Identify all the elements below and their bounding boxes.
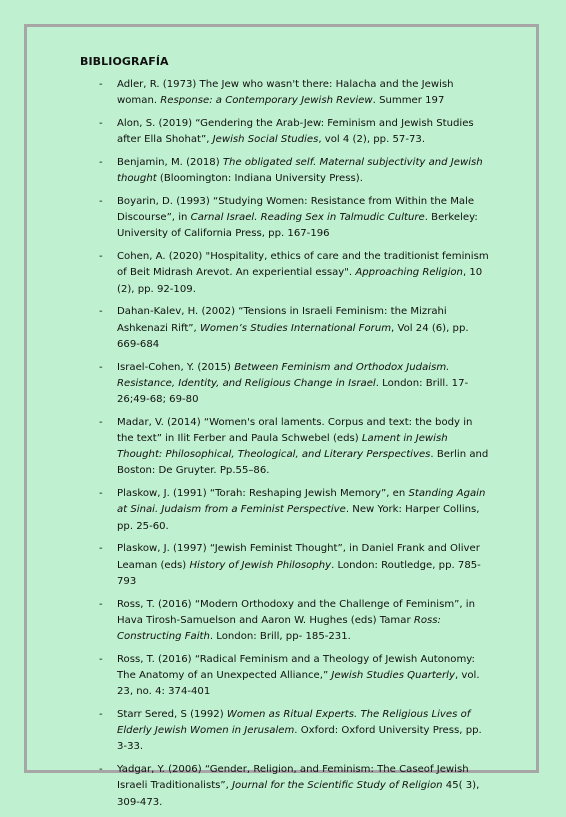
entry-title-italic: Carnal Israel. Reading Sex in Talmudic Culture — [190, 212, 425, 224]
entry-bullet: - — [99, 79, 103, 90]
entry-text: Benjamin, M. (2018) — [117, 157, 223, 168]
entry-text: Plaskow, J. (1991) “Torah: Reshaping Jewish Memory”, en — [117, 488, 409, 500]
entry-bullet: - — [99, 118, 103, 129]
entry-title-italic: Between Feminism and Orthodox Judaism. Resistance, Identity, and Religious Change in Israel — [117, 361, 450, 389]
bibliography-entry — [99, 652, 489, 701]
entry-text: Adler, R. (1973) The Jew who wasn't there: Halacha and the Jewish woman. — [117, 79, 454, 107]
entry-text: . Summer 197 — [372, 95, 445, 107]
entry-text: Yadgar, Y. (2006) “Gender, Religion, and Feminism: The Caseof Jewish Israeli Traditionalists”, — [117, 764, 469, 792]
bibliography-list — [99, 77, 489, 817]
entry-title-italic: Women as Ritual Experts. The Religious Lives of Elderly Jewish Women in Jerusalem — [117, 709, 471, 737]
entry-text: (Bloomington: Indiana University Press). — [156, 173, 363, 185]
entry-text: . New York: Harper Collins, pp. 25-60. — [117, 504, 480, 532]
bibliography-entry — [99, 304, 489, 353]
entry-text: Boyarin, D. (1993) “Studying Women: Resistance from Within the Male Discourse”, in — [117, 196, 475, 224]
entry-title-italic: Lament in Jewish Thought: Philosophical, Theological, and Literary Perspectives — [117, 433, 448, 461]
entry-bullet: - — [99, 653, 103, 665]
entry-title-italic: Jewish Social Studies — [212, 134, 319, 146]
entry-text: . Oxford: Oxford University Press, pp. 3-33. — [117, 725, 482, 753]
entry-text: Ross, T. (2016) “Radical Feminism and a Theology of Jewish Autonomy: The Anatomy of an Unexpected Alliance,” — [117, 653, 475, 682]
entry-title-italic: Response: a Contemporary Jewish Review — [160, 95, 373, 107]
entry-text: Dahan-Kalev, H. (2002) “Tensions in Israeli Feminism: the Mizrahi Ashkenazi Rift”, — [117, 306, 447, 334]
entry-bullet: - — [99, 361, 103, 373]
bibliography-entry — [99, 486, 489, 535]
entry-bullet: - — [99, 598, 103, 610]
entry-text: Israel-Cohen, Y. (2015) — [117, 361, 235, 373]
entry-text: Starr Sered, S (1992) — [117, 709, 227, 721]
entry-text: Plaskow, J. (1997) “Jewish Feminist Thought”, in Daniel Frank and Oliver Leaman (eds) — [117, 543, 480, 571]
bibliography-entry — [99, 155, 489, 187]
entry-title-italic: The obligated self. Maternal subjectivity and Jewish thought — [117, 157, 483, 185]
entry-text: . London: Brill, pp- 185-231. — [209, 631, 351, 643]
bibliography-entry — [99, 415, 489, 480]
bibliography-entry — [99, 77, 489, 109]
bibliography-entry — [99, 762, 489, 811]
entry-title-italic: Approaching Religion — [355, 267, 463, 279]
entry-title-italic: Ross: Constructing Faith — [117, 614, 441, 643]
entry-text: Madar, V. (2014) “Women's oral laments. Corpus and text: the body in the text” in Ilit Ferber and Paula Schwebel (eds) — [117, 416, 473, 445]
entry-bullet: - — [99, 764, 103, 776]
entry-bullet: - — [99, 196, 103, 207]
entry-text: . Berlin and Boston: De Gruyter. Pp.55–86. — [117, 449, 489, 477]
bibliography-entry — [99, 541, 489, 590]
bibliography-entry — [99, 249, 489, 298]
entry-text: , Vol 24 (6), pp. 669-684 — [117, 322, 469, 350]
entry-bullet: - — [99, 416, 103, 428]
entry-text: 45( 3), 309-473. — [117, 780, 480, 808]
entry-bullet: - — [99, 543, 103, 555]
entry-title-italic: Jewish Studies Quarterly — [331, 670, 455, 682]
entry-title-italic: History of Jewish Philosophy — [189, 559, 332, 571]
entry-text: , 10 (2), pp. 92-109. — [117, 267, 483, 295]
entry-text: Cohen, A. (2020) "Hospitality, ethics of care and the traditionist feminism of Beit Midrash Arevot. An experiential essay". — [117, 251, 489, 279]
bibliography-entry — [99, 116, 489, 148]
entry-bullet: - — [99, 488, 103, 500]
bibliography-entry — [99, 194, 489, 243]
entry-text: , vol 4 (2), pp. 57-73. — [318, 134, 426, 146]
bibliography-entry — [99, 597, 489, 646]
entry-title-italic: Women’s Studies International Forum — [199, 322, 392, 334]
bibliography-heading: BIBLIOGRAFÍA — [80, 55, 169, 68]
entry-title-italic: Journal for the Scientific Study of Religion — [232, 780, 443, 792]
entry-text: , vol. 23, no. 4: 374-401 — [117, 670, 480, 698]
entry-bullet: - — [99, 306, 103, 318]
entry-text: Ross, T. (2016) “Modern Orthodoxy and the Challenge of Feminism”, in Hava Tirosh-Samuelson and Aaron W. Hughes (eds) Tamar — [117, 598, 476, 626]
entry-title-italic: Standing Again at Sinai. Judaism from a Feminist Perspective — [117, 488, 486, 516]
entry-text: . Berkeley: University of California Press, pp. 167-196 — [117, 212, 478, 240]
entry-text: . London: Brill. 17-26;49-68; 69-80 — [117, 377, 469, 406]
entry-bullet: - — [99, 157, 103, 168]
entry-text: . London: Routledge, pp. 785-793 — [117, 559, 481, 587]
bibliography-entry — [99, 707, 489, 756]
entry-text: Alon, S. (2019) “Gendering the Arab-Jew: Feminism and Jewish Studies after Ella Shohat”, — [117, 118, 474, 146]
bibliography-entry — [99, 360, 489, 409]
entry-bullet: - — [99, 251, 103, 263]
entry-bullet: - — [99, 709, 103, 721]
